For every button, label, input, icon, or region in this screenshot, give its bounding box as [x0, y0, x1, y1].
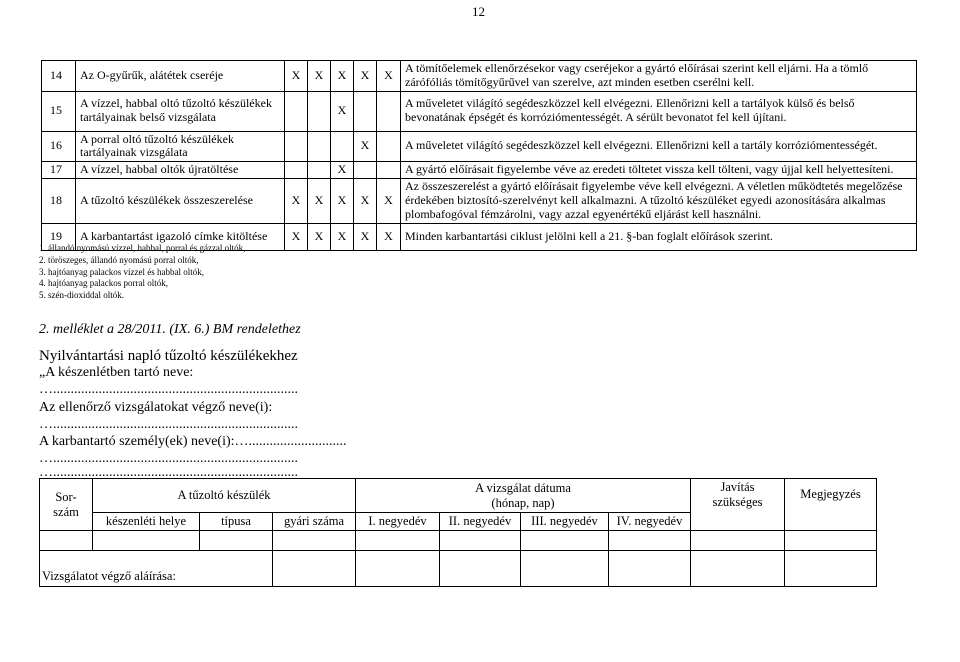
owner-label: „A készenlétben tartó neve:	[39, 365, 194, 380]
type-mark: X	[377, 61, 401, 92]
type-mark: X	[354, 178, 377, 223]
row-number: 14	[42, 61, 76, 92]
type-mark	[308, 162, 331, 179]
annex-title: 2. melléklet a 28/2011. (IX. 6.) BM rendelethez	[39, 322, 301, 337]
notes-header: Megjegyzés	[785, 479, 877, 531]
date-header: A vizsgálat dátuma (hónap, nap)	[356, 479, 691, 513]
footnotes	[39, 243, 245, 302]
maintenance-steps-table	[41, 60, 917, 251]
quarter-3-header: III. negyedév	[521, 513, 609, 531]
type-mark: X	[331, 162, 354, 179]
type-mark: X	[377, 178, 401, 223]
type-mark: X	[377, 223, 401, 250]
footnote: 5. szén-dioxiddal oltók.	[39, 290, 124, 301]
step-name: A vízzel, habbal oltó tűzoltó készülékek tartályainak belső vizsgálata	[76, 91, 285, 131]
device-header: A tűzoltó készülék	[93, 479, 356, 513]
type-mark: X	[308, 223, 331, 250]
log-table	[39, 478, 877, 587]
row-number: 16	[42, 131, 76, 162]
row-number: 15	[42, 91, 76, 131]
step-description: A műveletet világító segédeszközzel kell elvégezni. Ellenőrizni kell a tartályok külső és belső bevonatának épségét és korróziómentességét. A sérült bevonatot fel kell újítani.	[401, 91, 917, 131]
type-mark	[308, 91, 331, 131]
maintainer-dots: …......................................................................	[39, 451, 298, 466]
type-mark: X	[354, 61, 377, 92]
page-number: 12	[472, 4, 485, 19]
step-description: Minden karbantartási ciklust jelölni kell a 21. §-ban foglalt előírások szerint.	[401, 223, 917, 250]
step-name: A porral oltó tűzoltó készülékek tartályainak vizsgálata	[76, 131, 285, 162]
type-mark: X	[285, 61, 308, 92]
signature-row	[40, 551, 877, 587]
log-header-row	[40, 479, 877, 513]
inspector-label: Az ellenőrző vizsgálatokat végző neve(i):	[39, 400, 273, 415]
type-mark	[354, 162, 377, 179]
step-name: A tűzoltó készülékek összeszerelése	[76, 178, 285, 223]
table-row	[42, 91, 917, 131]
type-mark: X	[354, 131, 377, 162]
serial-header: Sor- szám	[40, 479, 93, 531]
maintainer-label: A karbantartó személy(ek) neve(i):…............................	[39, 434, 347, 449]
type-mark: X	[331, 223, 354, 250]
quarter-1-header: I. negyedév	[356, 513, 440, 531]
step-description: A műveletet világító segédeszközzel kell elvégezni. Ellenőrizni kell a tartály korróziómentességét.	[401, 131, 917, 162]
type-mark: X	[308, 61, 331, 92]
type-header: típusa	[200, 513, 273, 531]
type-mark: X	[285, 178, 308, 223]
type-mark: X	[285, 223, 308, 250]
footnote: 2. töröszeges, állandó nyomású porral oltók,	[39, 254, 199, 265]
step-description: A gyártó előírásait figyelembe véve az eredeti töltetet vissza kell tölteni, vagy újjal kell helyettesíteni.	[401, 162, 917, 179]
row-number: 17	[42, 162, 76, 179]
type-mark: X	[308, 178, 331, 223]
type-mark	[308, 131, 331, 162]
table-row	[42, 131, 917, 162]
type-mark	[377, 162, 401, 179]
type-mark: X	[331, 91, 354, 131]
step-name: A karbantartást igazoló címke kitöltése	[76, 223, 285, 250]
quarter-2-header: II. negyedév	[440, 513, 521, 531]
location-header: készenléti helye	[93, 513, 200, 531]
type-mark	[285, 131, 308, 162]
row-number: 18	[42, 178, 76, 223]
footnote: 1. állandó nyomású vízzel, habbal, porral és gázzal oltók,	[39, 243, 246, 253]
type-mark	[285, 162, 308, 179]
type-mark	[377, 131, 401, 162]
table-row	[42, 162, 917, 179]
type-mark: X	[331, 61, 354, 92]
row-number: 19	[42, 223, 76, 250]
type-mark: X	[331, 178, 354, 223]
serial-number-header: gyári száma	[273, 513, 356, 531]
footnote: 3. hajtóanyag palackos vízzel és habbal oltók,	[39, 266, 204, 277]
signature-label: Vizsgálatot végző aláírása:	[40, 551, 273, 587]
inspector-dots: …......................................................................	[39, 417, 298, 432]
owner-dots: …......................................................................	[39, 382, 298, 397]
table-row	[42, 178, 917, 223]
step-name: A vízzel, habbal oltók újratöltése	[76, 162, 285, 179]
step-name: Az O-gyűrűk, alátétek cseréje	[76, 61, 285, 92]
table-row	[42, 61, 917, 92]
maintainer-dots: …......................................................................	[39, 465, 298, 480]
type-mark	[377, 91, 401, 131]
log-title: Nyilvántartási napló tűzoltó készülékekhez	[39, 348, 298, 364]
quarter-4-header: IV. negyedév	[609, 513, 691, 531]
step-description: Az összeszerelést a gyártó előírásait figyelembe véve kell elvégezni. A véletlen működtetés megelőzése érdekében biztosító-szerelvényt kell alkalmazni. A tűzoltó készüléket egyedi azonosítására alkalmas plombafogóval fémzárolni, vagy azzal egyenértékű eljárást kell használni.	[401, 178, 917, 223]
type-mark	[354, 91, 377, 131]
footnote: 4. hajtóanyag palackos porral oltók,	[39, 278, 168, 289]
type-mark: X	[354, 223, 377, 250]
type-mark	[331, 131, 354, 162]
type-mark	[285, 91, 308, 131]
repair-header: Javítás szükséges	[691, 479, 785, 531]
empty-entry-row	[40, 531, 877, 551]
step-description: A tömítőelemek ellenőrzésekor vagy cseréjekor a gyártó előírásai szerint kell eljárni. Ha a tömlő zárófóliás tömítőgyűrűvel van szerelve, azt minden esetben cserélni kell.	[401, 61, 917, 92]
